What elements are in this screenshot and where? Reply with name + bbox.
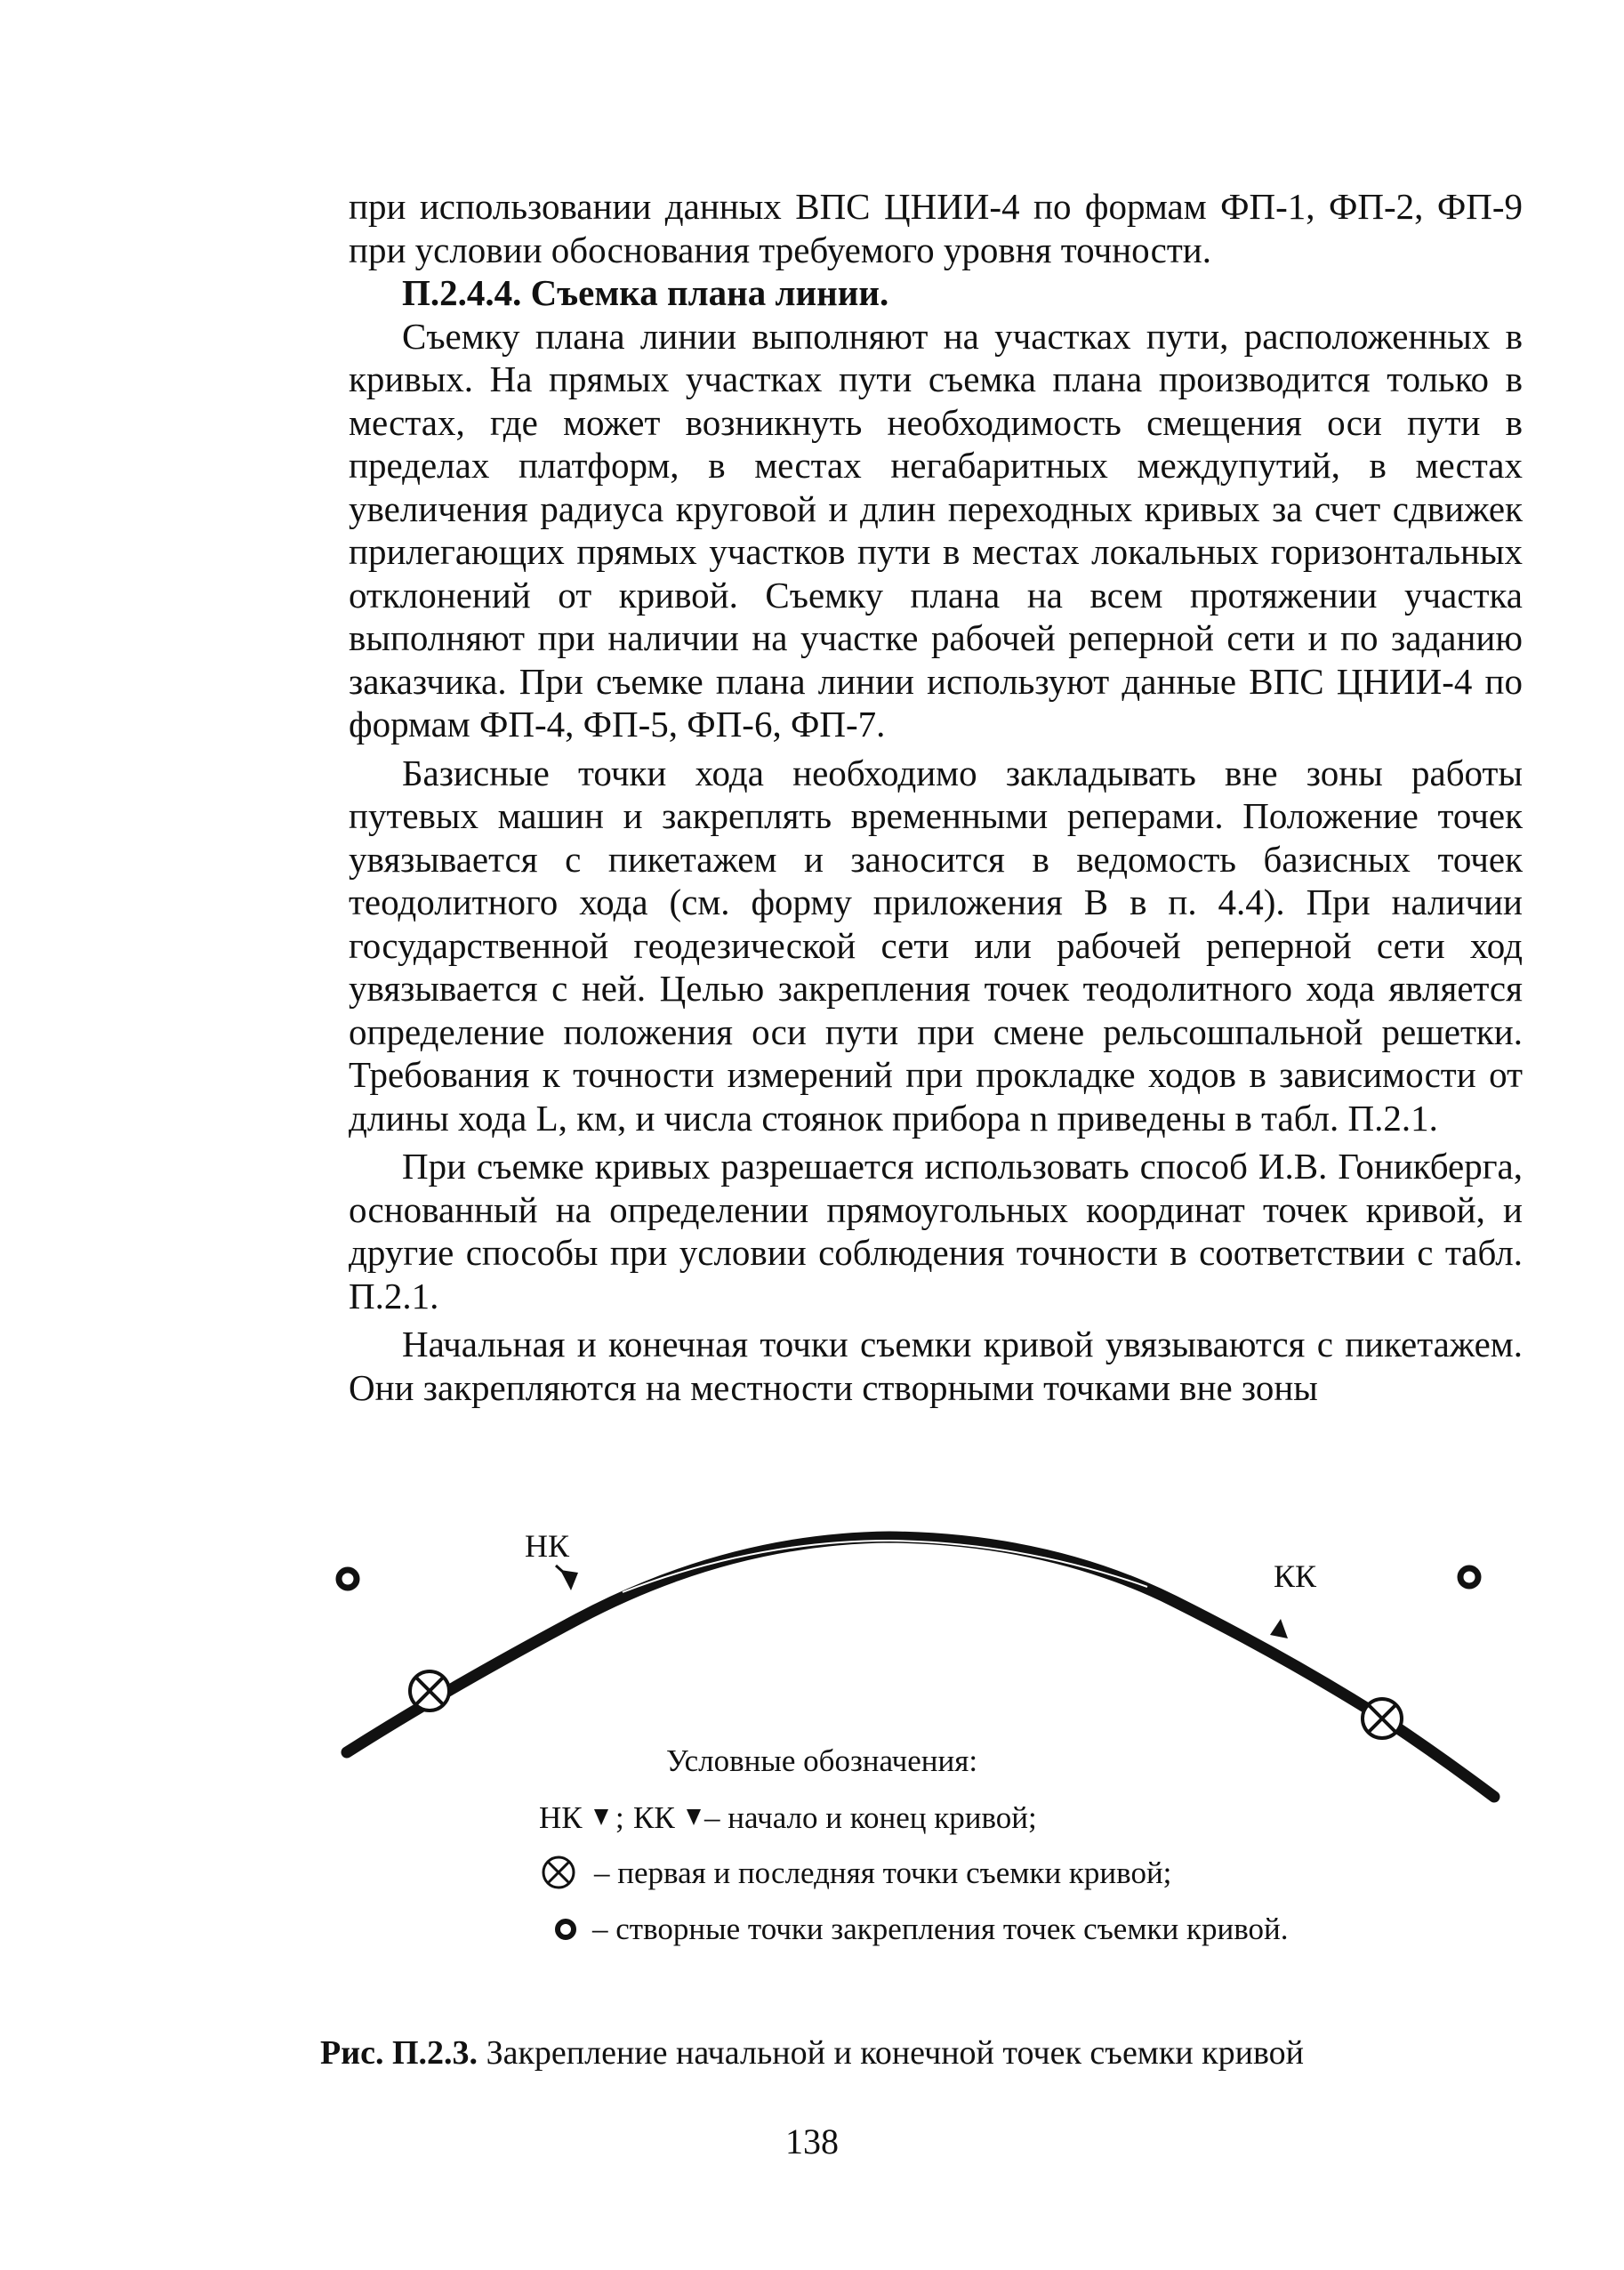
body-text	[349, 185, 1523, 1409]
legend-alignment-point-icon	[558, 1921, 574, 1937]
survey-point-last-icon	[1363, 1699, 1402, 1738]
legend-survey-point-icon	[543, 1857, 574, 1888]
alignment-point-right-icon	[1460, 1568, 1478, 1586]
legend-row1-text: – начало и конец кривой;	[704, 1800, 1037, 1835]
legend-row1-sep: ;	[615, 1800, 624, 1835]
legend-row1-kk: КК	[633, 1800, 675, 1835]
legend-kk-triangle-icon	[687, 1809, 701, 1825]
legend-row3-text: – створные точки закрепления точек съемки кривой.	[592, 1912, 1289, 1946]
survey-point-first-icon	[410, 1671, 449, 1711]
section-heading: П.2.4.4. Съемка плана линии.	[402, 272, 889, 313]
legend-title: Условные обозначения:	[666, 1743, 978, 1778]
caption-label: Рис. П.2.3.	[320, 2034, 478, 2072]
caption-text: Закрепление начальной и конечной точек съемки кривой	[486, 2034, 1304, 2072]
paragraph-3: Базисные точки хода необходимо закладывать вне зоны работы путевых машин и закреплять временными реперами. Положение точек увязывается с пикетажем и заносится в ведомость базисных точек теодолитного хода (см. форму приложения В в п. 4.4). При наличии государственной геодезической сети или рабочей реперной сети ход увязывается с ней. Целью закрепления точек теодолитного хода является определение положения оси пути при смене рельсошпальной решетки. Требования к точности измерений при прокладке ходов в зависимости от длины хода L, км, и числа стоянок прибора n приведены в табл. П.2.1.	[349, 752, 1523, 1139]
paragraph-2: Съемку плана линии выполняют на участках пути, расположенных в кривых. На прямых участках пути съемка плана производится только в местах, где может возникнуть необходимость смещения оси пути в пределах платформ, в местах негабаритных междупутий, в местах увеличения радиуса круговой и длин переходных кривых за счет сдвижек прилегающих прямых участков пути в местах локальных горизонтальных отклонений от кривой. Съемку плана на всем протяжении участка выполняют при наличии на участке рабочей реперной сети и по заданию заказчика. При съемке плана линии используют данные ВПС ЦНИИ-4 по формам ФП-4, ФП-5, ФП-6, ФП-7.	[349, 315, 1523, 745]
figure-caption	[0, 2033, 1624, 2073]
page-number: 138	[785, 2121, 839, 2161]
legend-nk-triangle-icon	[594, 1809, 608, 1825]
kk-arrow-icon	[1270, 1619, 1288, 1638]
paragraph-1: при использовании данных ВПС ЦНИИ-4 по формам ФП-1, ФП-2, ФП-9 при условии обоснования требуемого уровня точности.	[349, 186, 1523, 270]
label-kk: КК	[1274, 1558, 1317, 1594]
paragraph-4: При съемке кривых разрешается использовать способ И.В. Гоникберга, основанный на определении прямоугольных координат точек кривой, и другие способы при условии соблюдения точности в соответствии с табл. П.2.1.	[349, 1146, 1523, 1316]
curve-diagram	[0, 1468, 1624, 1966]
legend-row1-nk: НК	[539, 1800, 583, 1835]
legend-row2-text: – первая и последняя точки съемки кривой;	[594, 1855, 1172, 1890]
alignment-point-left-icon	[339, 1570, 357, 1588]
label-nk: НК	[525, 1528, 570, 1564]
paragraph-5: Начальная и конечная точки съемки кривой увязываются с пикетажем. Они закрепляются на местности створными точками вне зоны	[349, 1324, 1523, 1408]
